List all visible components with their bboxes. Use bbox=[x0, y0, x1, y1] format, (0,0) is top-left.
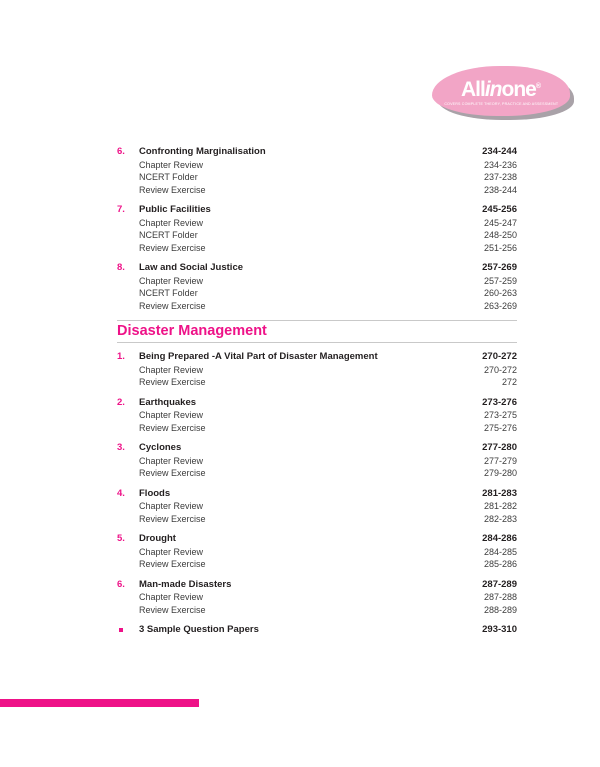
subitem-row bbox=[117, 217, 517, 230]
chapter-row bbox=[117, 624, 517, 637]
chapter-number: 7. bbox=[117, 204, 125, 215]
chapter-entry bbox=[117, 624, 517, 637]
subitem-row bbox=[117, 242, 517, 255]
subitem-row bbox=[117, 409, 517, 422]
chapter-pages: 293-310 bbox=[482, 624, 517, 635]
subitem-label: Review Exercise bbox=[139, 242, 206, 253]
chapter-number: 1. bbox=[117, 351, 125, 362]
chapter-title: Being Prepared -A Vital Part of Disaster Management bbox=[139, 351, 378, 362]
subitem-row bbox=[117, 300, 517, 313]
chapter-entry bbox=[117, 351, 517, 389]
subitem-label: NCERT Folder bbox=[139, 230, 198, 240]
chapter-number: 5. bbox=[117, 533, 125, 544]
chapter-number: 3. bbox=[117, 442, 125, 453]
chapter-row bbox=[117, 579, 517, 592]
subitem-row bbox=[117, 184, 517, 197]
chapter-entry bbox=[117, 262, 517, 312]
subitem-row bbox=[117, 275, 517, 288]
chapter-number: 6. bbox=[117, 578, 125, 590]
chapter-number: 6. bbox=[117, 146, 125, 157]
subitem-pages: 281-282 bbox=[483, 501, 517, 511]
subitem-label: Chapter Review bbox=[139, 159, 204, 170]
subitem-label: Review Exercise bbox=[139, 559, 206, 569]
subitem-pages: 263-269 bbox=[483, 300, 517, 311]
chapter-row bbox=[117, 397, 517, 410]
chapter-title: Public Facilities bbox=[139, 204, 211, 215]
subitem-pages: 285-286 bbox=[483, 559, 517, 569]
subitem-row bbox=[117, 604, 517, 617]
chapter-number: 2. bbox=[117, 396, 125, 408]
subitem-row bbox=[117, 467, 517, 480]
chapter-pages: 277-280 bbox=[482, 442, 517, 453]
subitem-pages: 234-236 bbox=[483, 159, 517, 170]
chapter-row bbox=[117, 533, 517, 546]
chapter-row bbox=[117, 204, 517, 217]
subitem-pages: 284-285 bbox=[483, 546, 517, 557]
chapter-row bbox=[117, 488, 517, 501]
chapter-title: Floods bbox=[139, 487, 171, 499]
toc-section bbox=[117, 146, 517, 312]
logo-blob-shape bbox=[432, 66, 570, 116]
chapter-entry bbox=[117, 488, 517, 526]
subitem-label: Review Exercise bbox=[139, 184, 206, 195]
subitem-pages: 275-276 bbox=[483, 422, 517, 433]
subitem-row bbox=[117, 159, 517, 172]
table-of-contents bbox=[117, 146, 517, 645]
subitem-row bbox=[117, 558, 517, 571]
subitem-row bbox=[117, 591, 517, 604]
chapter-title: Confronting Marginalisation bbox=[139, 146, 266, 157]
chapter-pages: 245-256 bbox=[482, 204, 517, 215]
chapter-pages: 257-269 bbox=[482, 262, 517, 273]
subitem-label: Chapter Review bbox=[139, 592, 204, 602]
subitem-row bbox=[117, 376, 517, 389]
subitem-label: Review Exercise bbox=[139, 513, 206, 524]
chapter-pages: 287-289 bbox=[482, 578, 517, 590]
chapter-entry bbox=[117, 533, 517, 571]
subitem-label: Review Exercise bbox=[139, 300, 206, 311]
subitem-pages: 245-247 bbox=[483, 217, 517, 228]
chapter-title: 3 Sample Question Papers bbox=[139, 624, 259, 635]
subitem-pages: 270-272 bbox=[483, 364, 517, 375]
registered-mark: ® bbox=[535, 82, 542, 90]
chapter-title: Man-made Disasters bbox=[139, 578, 232, 590]
logo-word-in: in bbox=[484, 77, 502, 101]
logo-tagline: COVERS COMPLETE THEORY, PRACTICE AND ASSESSMENT bbox=[444, 100, 558, 106]
subitem-pages: 272 bbox=[501, 377, 517, 387]
subitem-pages: 237-238 bbox=[483, 172, 517, 182]
subitem-pages: 251-256 bbox=[483, 242, 517, 253]
subitem-label: NCERT Folder bbox=[139, 288, 198, 298]
subitem-pages: 288-289 bbox=[483, 604, 517, 615]
chapter-pages: 284-286 bbox=[482, 533, 517, 544]
subitem-label: NCERT Folder bbox=[139, 172, 198, 182]
chapter-pages: 270-272 bbox=[482, 351, 517, 362]
subitem-row bbox=[117, 513, 517, 526]
chapter-entry bbox=[117, 579, 517, 617]
section-header: Disaster Management bbox=[117, 320, 517, 343]
chapter-title: Law and Social Justice bbox=[139, 262, 244, 273]
chapter-number: 4. bbox=[117, 487, 125, 499]
sample-papers-bullet bbox=[117, 624, 139, 637]
subitem-row bbox=[117, 422, 517, 435]
chapter-row bbox=[117, 262, 517, 275]
subitem-row bbox=[117, 455, 517, 468]
subitem-row bbox=[117, 546, 517, 559]
subitem-label: Chapter Review bbox=[139, 455, 204, 466]
subitem-row bbox=[117, 364, 517, 377]
subitem-label: Review Exercise bbox=[139, 377, 206, 387]
subitem-pages: 277-279 bbox=[483, 455, 517, 466]
chapter-entry bbox=[117, 146, 517, 196]
subitem-row bbox=[117, 287, 517, 300]
allinone-logo bbox=[432, 66, 570, 116]
subitem-row bbox=[117, 229, 517, 242]
subitem-pages: 273-275 bbox=[483, 410, 517, 420]
subitem-label: Chapter Review bbox=[139, 217, 204, 228]
subitem-pages: 279-280 bbox=[483, 468, 517, 478]
subitem-pages: 287-288 bbox=[483, 592, 517, 602]
chapter-entry bbox=[117, 442, 517, 480]
chapter-number: 8. bbox=[117, 262, 125, 273]
subitem-label: Chapter Review bbox=[139, 275, 204, 286]
subitem-pages: 282-283 bbox=[483, 513, 517, 524]
chapter-title: Drought bbox=[139, 533, 176, 544]
subitem-pages: 238-244 bbox=[483, 184, 517, 195]
subitem-label: Chapter Review bbox=[139, 546, 204, 557]
subitem-label: Review Exercise bbox=[139, 604, 206, 615]
subitem-row bbox=[117, 171, 517, 184]
subitem-label: Chapter Review bbox=[139, 364, 204, 375]
subitem-label: Chapter Review bbox=[139, 501, 204, 511]
toc-section bbox=[117, 320, 517, 637]
chapter-pages: 273-276 bbox=[482, 396, 517, 408]
chapter-row bbox=[117, 351, 517, 364]
chapter-row bbox=[117, 442, 517, 455]
chapter-title: Earthquakes bbox=[139, 396, 197, 408]
subitem-pages: 248-250 bbox=[483, 230, 517, 240]
subitem-pages: 257-259 bbox=[483, 275, 517, 286]
chapter-entry bbox=[117, 204, 517, 254]
subitem-label: Chapter Review bbox=[139, 410, 204, 420]
subitem-label: Review Exercise bbox=[139, 422, 206, 433]
chapter-pages: 281-283 bbox=[482, 487, 517, 499]
logo-word-one: one bbox=[501, 77, 536, 101]
footer-accent-bar bbox=[0, 699, 199, 707]
chapter-pages: 234-244 bbox=[482, 146, 517, 157]
chapter-row bbox=[117, 146, 517, 159]
chapter-entry bbox=[117, 397, 517, 435]
logo-wordmark bbox=[461, 77, 541, 100]
subitem-pages: 260-263 bbox=[483, 288, 517, 298]
logo-word-all: All bbox=[460, 77, 485, 101]
chapter-title: Cyclones bbox=[139, 442, 182, 453]
subitem-row bbox=[117, 500, 517, 513]
bullet-square-icon bbox=[119, 628, 123, 632]
subitem-label: Review Exercise bbox=[139, 468, 206, 478]
